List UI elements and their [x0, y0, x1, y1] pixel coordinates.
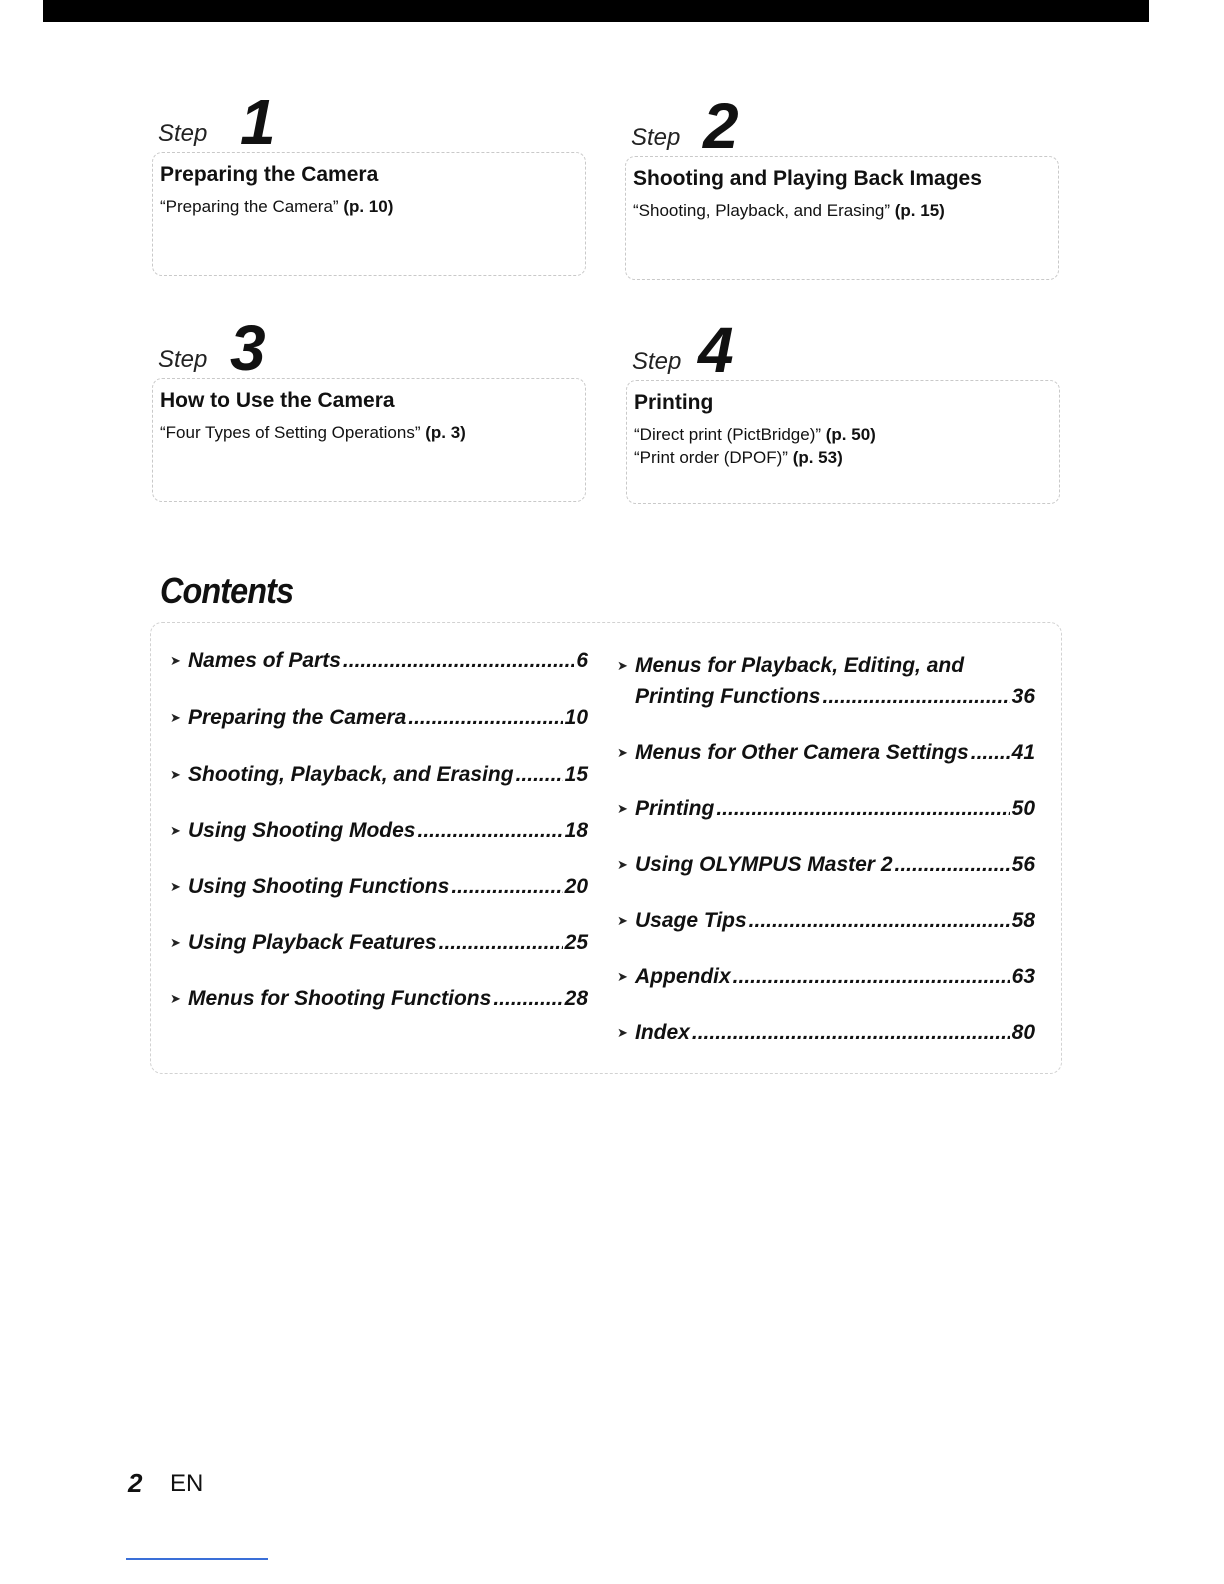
step-reference[interactable]: “Direct print (PictBridge)” (p. 50) [634, 425, 876, 444]
toc-page: 41 [1011, 741, 1035, 764]
step-box [626, 380, 1060, 504]
arrow-icon: ➤ [170, 879, 181, 894]
step-number: 1 [240, 86, 274, 158]
toc-left-column [170, 645, 588, 1014]
step-number: 4 [698, 314, 732, 386]
toc-page: 28 [564, 987, 588, 1010]
step-reference[interactable]: “Four Types of Setting Operations” (p. 3) [160, 423, 466, 442]
toc-page: 15 [564, 763, 588, 786]
toc-item[interactable]: ➤ Using Shooting Functions ..... 20 [188, 871, 588, 902]
toc-page: 63 [1011, 965, 1035, 988]
step-1-section [152, 86, 586, 276]
toc-item[interactable]: ➤ Using Shooting Modes ..... 18 [188, 815, 588, 846]
step-box [625, 156, 1059, 280]
top-black-bar [43, 0, 1149, 22]
page-ref[interactable]: (p. 50) [825, 425, 876, 444]
arrow-icon: ➤ [617, 913, 628, 928]
toc-item[interactable]: ➤ Using OLYMPUS Master 2 ..... 56 [635, 849, 1035, 880]
step-reference[interactable]: “Shooting, Playback, and Erasing” (p. 15) [633, 201, 945, 220]
step-3-section [152, 312, 586, 502]
arrow-icon: ➤ [170, 991, 181, 1006]
arrow-icon: ➤ [617, 857, 628, 872]
step-label: Step [158, 120, 208, 147]
toc-item[interactable]: ➤ Names of Parts ..... 6 [188, 645, 588, 676]
step-title: Printing [634, 391, 714, 414]
step-title: How to Use the Camera [160, 389, 395, 412]
toc-item[interactable]: ➤ Usage Tips ..... 58 [635, 905, 1035, 936]
page-ref[interactable]: (p. 15) [894, 201, 945, 220]
arrow-icon: ➤ [617, 1025, 628, 1040]
toc-item[interactable]: ➤ Index ..... 80 [635, 1017, 1035, 1048]
step-reference[interactable]: “Preparing the Camera” (p. 10) [160, 197, 394, 216]
arrow-icon: ➤ [617, 801, 628, 816]
language-code: EN [170, 1470, 204, 1497]
arrow-icon: ➤ [170, 823, 181, 838]
toc-page: 36 [1011, 685, 1035, 708]
footer-divider [126, 1558, 268, 1560]
contents-heading: Contents [160, 570, 294, 611]
step-label: Step [631, 124, 681, 151]
toc-page: 25 [564, 931, 588, 954]
step-2-section [625, 90, 1059, 280]
page-ref[interactable]: (p. 3) [425, 423, 466, 442]
page-number: 2 [128, 1468, 143, 1498]
arrow-icon: ➤ [170, 653, 181, 668]
arrow-icon: ➤ [617, 745, 628, 760]
page-ref[interactable]: (p. 10) [343, 197, 394, 216]
toc-page: 10 [564, 706, 588, 729]
toc-item[interactable]: ➤ Printing ..... 50 [635, 793, 1035, 824]
toc-page: 6 [576, 649, 588, 672]
toc-item[interactable]: ➤ Preparing the Camera ..... 10 [188, 702, 588, 733]
step-4-section [626, 314, 1060, 504]
toc-item[interactable]: ➤ Menus for Shooting Functions ..... 28 [188, 983, 588, 1014]
step-box [152, 152, 586, 276]
step-box [152, 378, 586, 502]
arrow-icon: ➤ [617, 658, 628, 673]
step-reference[interactable]: “Print order (DPOF)” (p. 53) [634, 448, 843, 467]
toc-item[interactable]: ➤ Menus for Playback, Editing, and Printing Functions ..... 36 [635, 650, 1035, 712]
toc-item[interactable]: ➤ Shooting, Playback, and Erasing ..... 15 [188, 759, 588, 790]
toc-page: 56 [1011, 853, 1035, 876]
step-label: Step [158, 346, 208, 373]
toc-page: 58 [1011, 909, 1035, 932]
toc-item[interactable]: ➤ Using Playback Features ..... 25 [188, 927, 588, 958]
arrow-icon: ➤ [170, 935, 181, 950]
toc-page: 18 [564, 819, 588, 842]
page-ref[interactable]: (p. 53) [792, 448, 843, 467]
toc-item[interactable]: ➤ Appendix ..... 63 [635, 961, 1035, 992]
toc-right-column [617, 650, 1035, 1048]
step-number: 3 [230, 312, 264, 384]
toc-page: 80 [1011, 1021, 1035, 1044]
toc-item[interactable]: ➤ Menus for Other Camera Settings ..... 41 [635, 737, 1035, 768]
arrow-icon: ➤ [617, 969, 628, 984]
step-label: Step [632, 348, 682, 375]
toc-page: 50 [1011, 797, 1035, 820]
arrow-icon: ➤ [170, 710, 181, 725]
step-number: 2 [703, 90, 737, 162]
toc-page: 20 [564, 875, 588, 898]
step-title: Shooting and Playing Back Images [633, 167, 982, 190]
arrow-icon: ➤ [170, 767, 181, 782]
step-title: Preparing the Camera [160, 163, 379, 186]
